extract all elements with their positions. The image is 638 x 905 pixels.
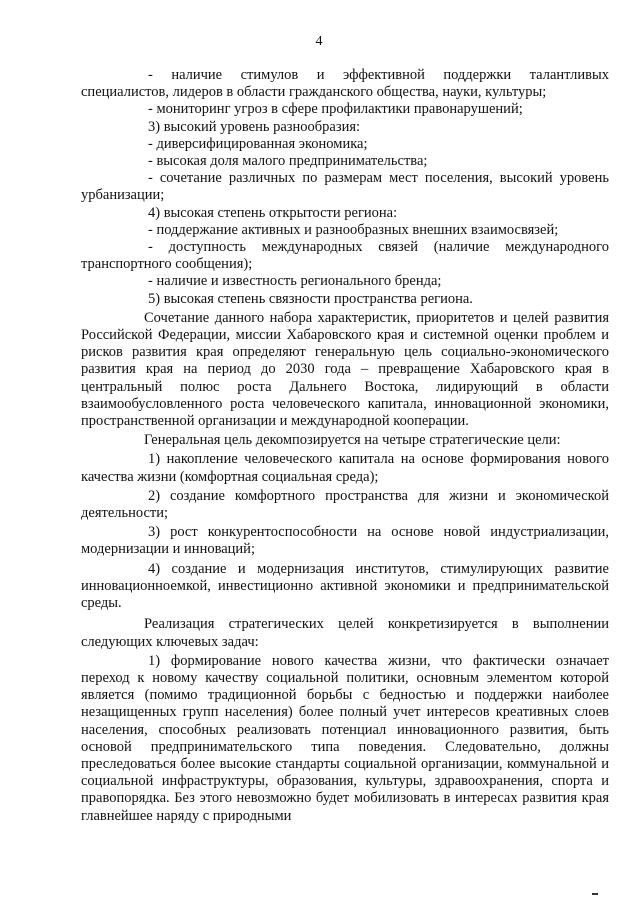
paragraph: - мониторинг угроз в сфере профилактики правонарушений; [148,101,523,118]
paragraph: 4) высокая степень открытости региона: [148,204,398,221]
paragraph: 3) высокий уровень разнообразия: [148,118,361,135]
paragraph: - диверсифицированная экономика; [148,135,368,152]
paragraph: 2) создание комфортного пространства для жизни и экономической деятельности; [81,487,609,522]
paragraph: - доступность международных связей (наличие международного транспортного сообщения); [81,239,609,273]
paragraph: - сочетание различных по размерам мест поселения, высокий уровень урбанизации; [81,170,609,204]
paragraph: 5) высокая степень связности пространства региона. [148,290,473,307]
paragraph: - наличие стимулов и эффективной поддержки талантливых специалистов, лидеров в области гражданского общества, науки, культуры; [81,67,609,101]
document-body [81,67,609,825]
paragraph: 1) формирование нового качества жизни, что фактически означает переход к новому качеству социальной политики, основным элементом которой является (помимо традиционной борьбы с бедностью и поддержки наиболее незащищенных групп населения) более полный учет интересов креативных слоев населения, способных реализовать потенциал инновационного развития, быть основой предпринимательского типа поведения. Следовательно, должны преследоваться более высокие стандарты социальной организации, коммунальной и социальной инфраструктуры, образования, культуры, здравоохранения, спорта и правопорядка. Без этого невозможно будет мобилизовать в интересах развития края главнейшее наряду с природными [81,652,609,824]
paragraph: - высокая доля малого предпринимательства; [148,153,428,170]
paragraph: - поддержание активных и разнообразных внешних взаимосвязей; [148,221,559,238]
paragraph: Генеральная цель декомпозируется на четыре стратегические цели: [144,432,561,449]
paragraph: - наличие и известность регионального бренда; [148,273,442,290]
paragraph: Сочетание данного набора характеристик, приоритетов и целей развития Российской Федерации, миссии Хабаровского края и системной оценки проблем и рисков развития края определяют генеральную цель социально-экономического развития края на период до 2030 года – превращение Хабаровского края в центральный полюс роста Дальнего Востока, лидирующий в области взаимообусловленного роста человеческого капитала, инновационной экономики, пространственной организации и международной кооперации. [81,309,609,430]
paragraph: 4) создание и модернизация институтов, стимулирующих развитие инновационноемкой, инвестиционно активной экономики и предпринимательской среды. [81,560,609,612]
paragraph: 3) рост конкурентоспособности на основе новой индустриализации, модернизации и инноваций; [81,524,609,558]
scan-mark [592,893,598,895]
page-number: 4 [315,34,323,49]
paragraph: Реализация стратегических целей конкретизируется в выполнении следующих ключевых задач: [81,616,609,650]
paragraph: 1) накопление человеческого капитала на основе формирования нового качества жизни (комфортная социальная среда); [81,451,609,485]
